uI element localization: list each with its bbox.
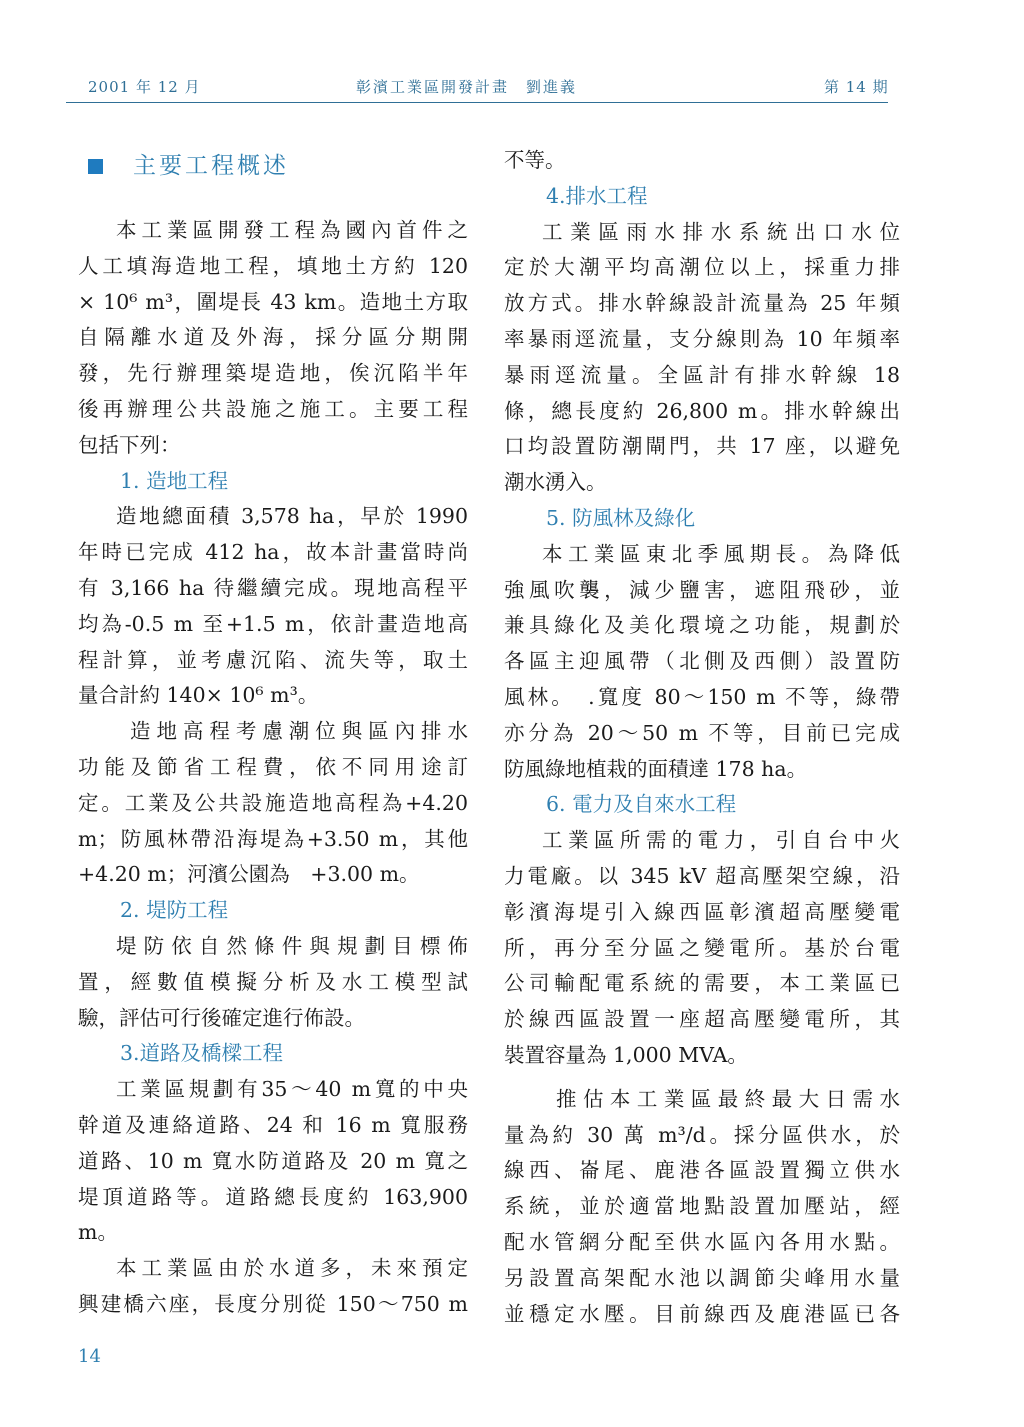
text-line: 強風吹襲，減少鹽害，遮阻飛砂，並: [504, 577, 900, 602]
text-line: 力電廠。以 345 kV 超高壓架空線，沿: [504, 863, 900, 888]
header-date: 2001 年 12 月: [88, 78, 201, 96]
text-line: 放方式。排水幹線設計流量為 25 年頻: [504, 291, 900, 316]
text-line: 配水管網分配至供水區內各用水點。: [504, 1229, 900, 1254]
subsection-heading: 5. 防風林及綠化: [546, 505, 696, 530]
text-line: 工業區規劃有35～40 m寬的中央: [116, 1077, 468, 1102]
text-line: 堤防依自然條件與規劃目標佈: [116, 933, 468, 958]
text-line: × 10⁶ m³，圍堤長 43 km。造地土方取: [78, 289, 468, 314]
text-line: 本工業區東北季風期長。為降低: [542, 541, 900, 566]
text-line: 本工業區開發工程為國內首件之: [116, 218, 468, 242]
text-line: 幹道及連絡道路、24 和 16 m 寬服務: [78, 1112, 468, 1137]
text-line: 功能及節省工程費，依不同用途訂: [78, 754, 468, 779]
text-line: 自隔離水道及外海，採分區分期開: [78, 325, 468, 350]
text-line: 推估本工業區最終最大日需水: [556, 1086, 900, 1111]
text-line: 裝置容量為 1,000 MVA。: [504, 1042, 748, 1067]
text-line: 本工業區由於水道多，未來預定: [116, 1256, 468, 1281]
text-line: 有 3,166 ha 待繼續完成。現地高程平: [78, 575, 468, 600]
text-line: 公司輸配電系統的需要，本工業區已: [504, 971, 900, 996]
text-line: 各區主迎風帶（北側及西側）設置防: [504, 649, 900, 674]
text-line: m。: [78, 1220, 118, 1245]
text-line: 防風綠地植栽的面積達 178 ha。: [504, 756, 808, 781]
text-line: 年時已完成 412 ha，故本計畫當時尚: [78, 540, 468, 565]
text-line: 造地總面積 3,578 ha，早於 1990: [116, 504, 468, 529]
header-divider: [66, 102, 888, 103]
text-line: 口均設置防潮閘門，共 17 座，以避免: [504, 434, 900, 459]
text-line: 堤頂道路等。道路總長度約 163,900: [78, 1184, 468, 1209]
text-line: 置，經數值模擬分析及水工模型試: [78, 969, 468, 994]
text-line: 定。工業及公共設施造地高程為+4.20: [78, 790, 468, 815]
text-line: 造地高程考慮潮位與區內排水: [130, 719, 468, 744]
text-line: 潮水湧入。: [504, 470, 607, 495]
text-line: 暴雨逕流量。全區計有排水幹線 18: [504, 362, 900, 387]
text-line: 工業區所需的電力，引自台中火: [542, 828, 900, 853]
section-title: 主要工程概述: [133, 153, 289, 179]
text-line: 定於大潮平均高潮位以上，採重力排: [504, 255, 900, 280]
text-line: +4.20 m；河濱公園為 +3.00 m。: [78, 862, 420, 887]
text-line: 後再辦理公共設施之施工。主要工程: [78, 396, 468, 421]
text-line: 量合計約 140× 10⁶ m³。: [78, 683, 319, 708]
subsection-heading: 6. 電力及自來水工程: [546, 792, 737, 817]
text-line: 率暴雨逕流量，支分線則為 10 年頻率: [504, 326, 900, 351]
header-issue: 第 14 期: [824, 78, 889, 96]
text-line: 發，先行辦理築堤造地，俟沉陷半年: [78, 361, 468, 386]
square-bullet-icon: [88, 159, 103, 174]
text-line: 包括下列：: [78, 432, 181, 457]
subsection-heading: 2. 堤防工程: [120, 898, 229, 923]
text-line: 兼具綠化及美化環境之功能，規劃於: [504, 613, 900, 638]
text-line: 於線西區設置一座超高壓變電所，其: [504, 1007, 900, 1032]
section-heading: [78, 143, 468, 189]
text-line: 另設置高架配水池以調節尖峰用水量: [504, 1265, 900, 1290]
text-line: 不等。: [504, 148, 566, 172]
text-line: 量為約 30 萬 m³/d。採分區供水，於: [504, 1122, 900, 1147]
text-line: 線西、崙尾、鹿港各區設置獨立供水: [504, 1158, 900, 1183]
subsection-heading: 4.排水工程: [546, 183, 648, 208]
text-line: 所，再分至分區之變電所。基於台電: [504, 935, 900, 960]
text-line: 程計算，並考慮沉陷、流失等，取土: [78, 647, 468, 672]
subsection-heading: 1. 造地工程: [120, 468, 229, 493]
text-line: 亦分為 20～50 m 不等，目前已完成: [504, 720, 900, 745]
text-line: 條，總長度約 26,800 m。排水幹線出: [504, 398, 900, 423]
text-line: 興建橋六座，長度分別從 150～750 m: [78, 1291, 468, 1316]
text-line: 風林。 .寬度 80～150 m 不等，綠帶: [504, 684, 900, 709]
text-line: 驗，評估可行後確定進行佈設。: [78, 1005, 365, 1030]
text-line: 並穩定水壓。目前線西及鹿港區已各: [504, 1301, 900, 1326]
page-header: [0, 70, 1024, 104]
text-line: 均為-0.5 m 至+1.5 m，依計畫造地高: [78, 611, 468, 636]
text-line: 工業區雨水排水系統出口水位: [542, 219, 900, 244]
text-line: 道路、10 m 寬水防道路及 20 m 寬之: [78, 1148, 468, 1173]
text-line: 人工填海造地工程，填地土方約 120: [78, 253, 468, 278]
left-column: [78, 143, 468, 1323]
text-line: 系統，並於適當地點設置加壓站，經: [504, 1194, 900, 1219]
header-title: 彰濱工業區開發計畫 劉進義: [356, 78, 578, 96]
subsection-heading: 3.道路及橋樑工程: [120, 1041, 284, 1066]
page-number: 14: [78, 1346, 101, 1367]
text-line: m；防風林帶沿海堤為+3.50 m，其他: [78, 826, 468, 851]
text-line: 彰濱海堤引入線西區彰濱超高壓變電: [504, 899, 900, 924]
right-column: [504, 143, 900, 1332]
